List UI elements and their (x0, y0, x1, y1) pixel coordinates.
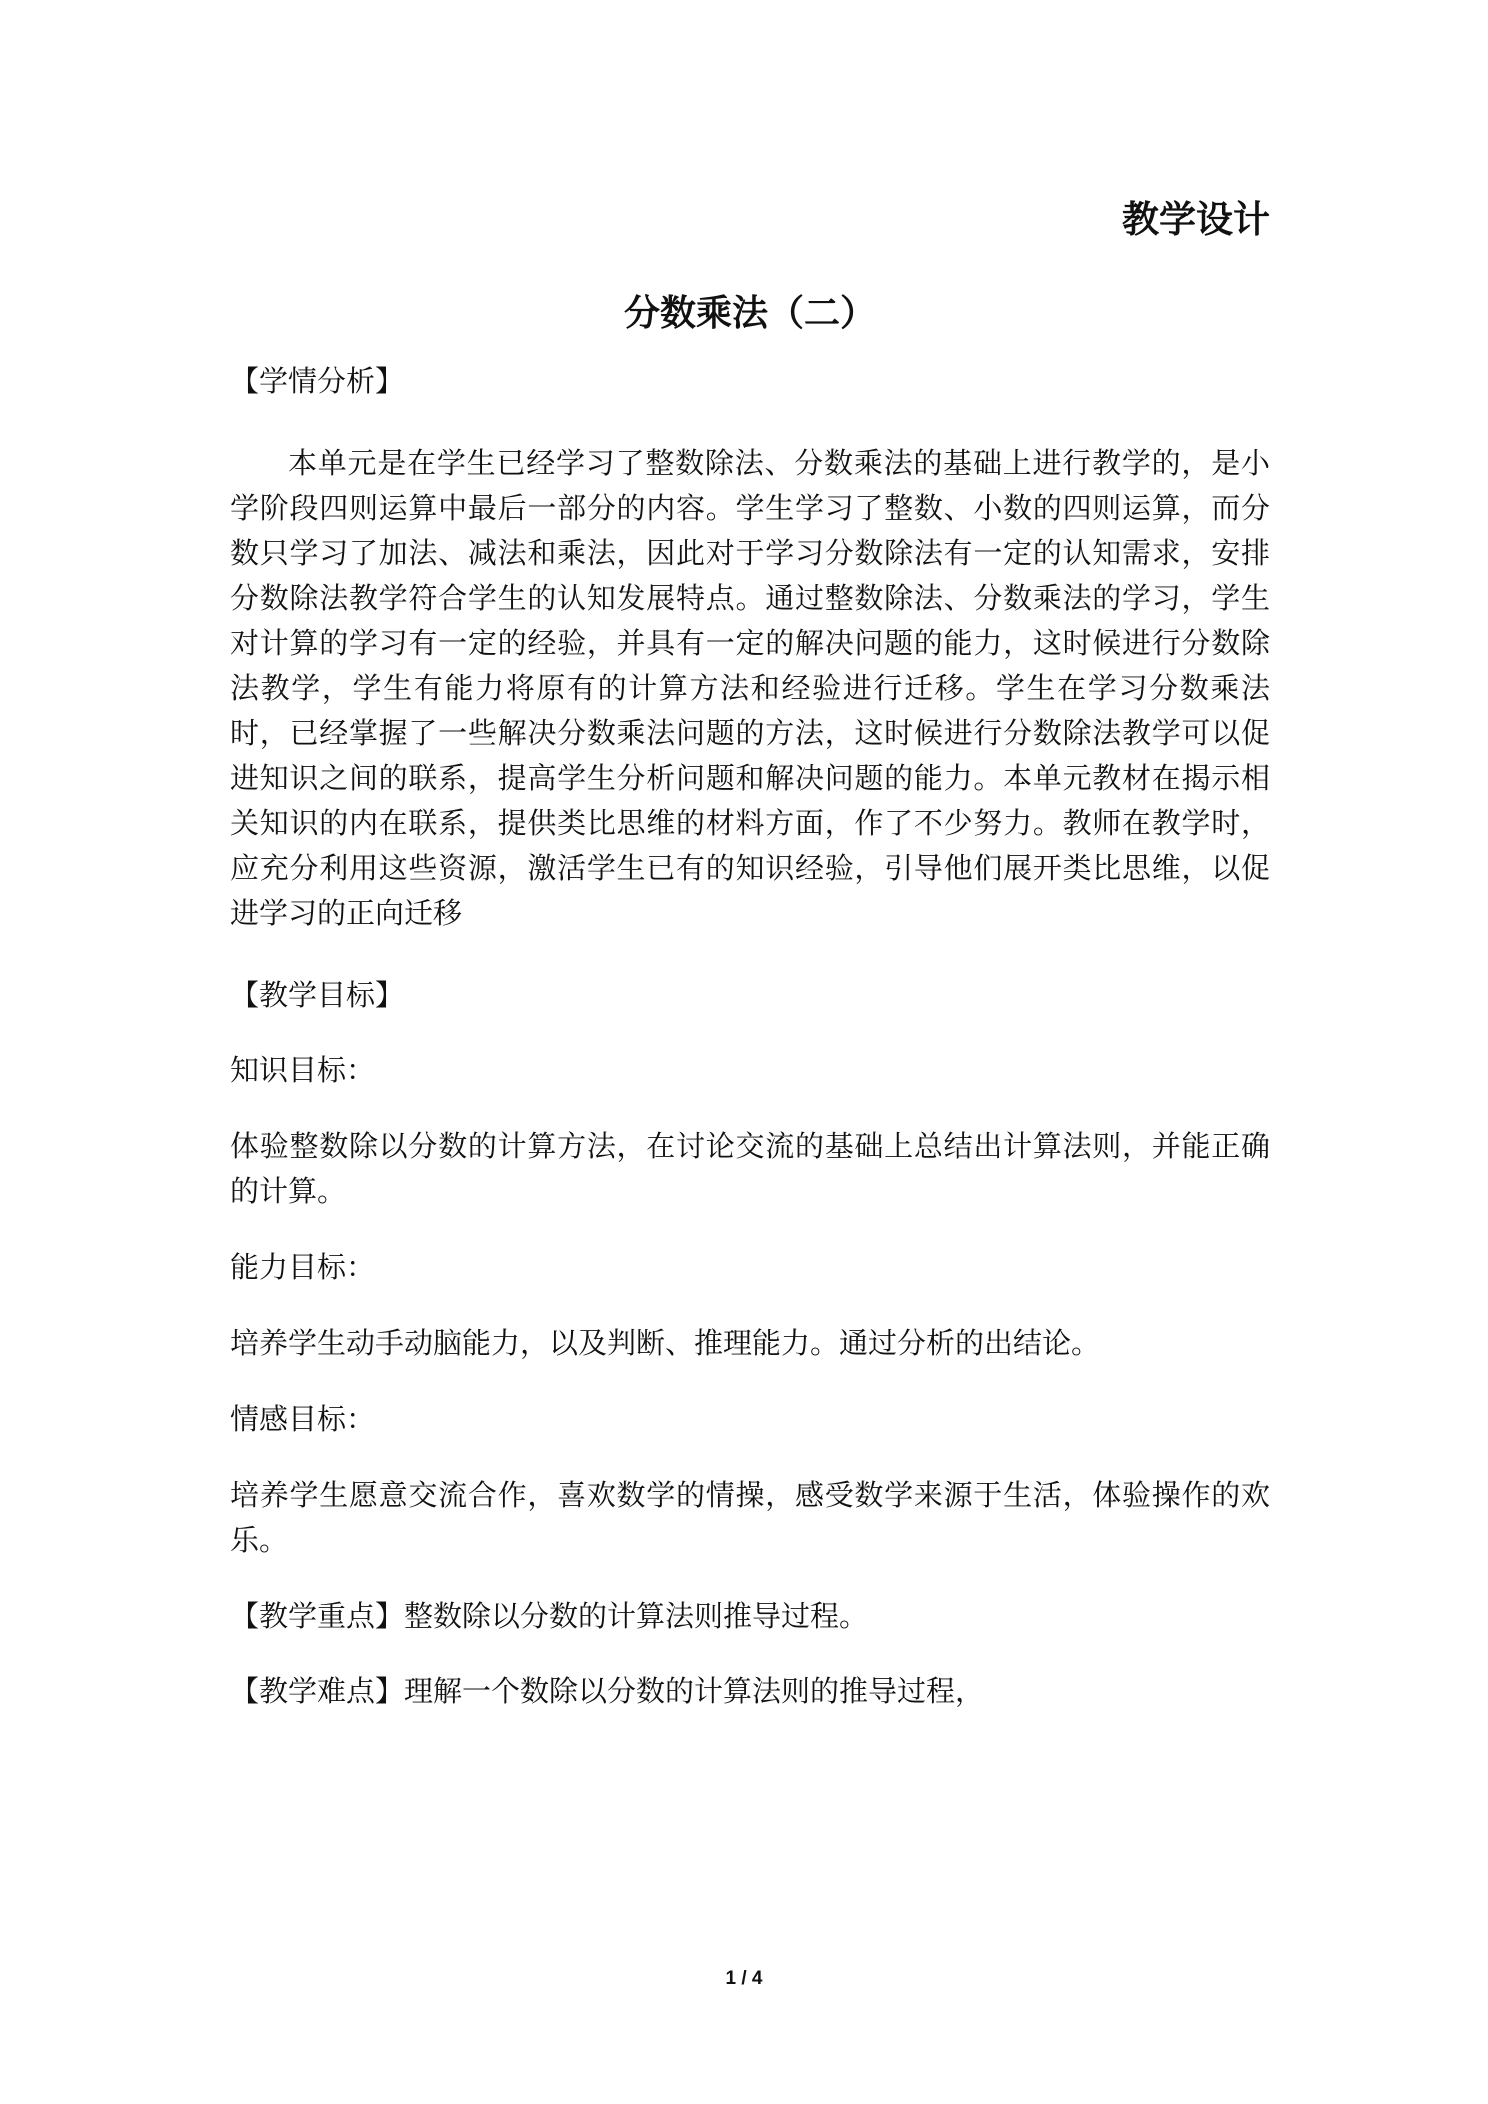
analysis-paragraph: 本单元是在学生已经学习了整数除法、分数乘法的基础上进行教学的，是小学阶段四则运算中最后一部分的内容。学生学习了整数、小数的四则运算，而分数只学习了加法、减法和乘法，因此对于学习分数除法有一定的认知需求，安排分数除法教学符合学生的认知发展特点。通过整数除法、分数乘法的学习，学生对计算的学习有一定的经验，并具有一定的解决问题的能力，这时候进行分数除法教学，学生有能力将原有的计算方法和经验进行迁移。学生在学习分数乘法时，已经掌握了一些解决分数乘法问题的方法，这时候进行分数除法教学可以促进知识之间的联系，提高学生分析问题和解决问题的能力。本单元教材在揭示相关知识的内在联系，提供类比思维的材料方面，作了不少努力。教师在教学时，应充分利用这些资源，激活学生已有的知识经验，引导他们展开类比思维，以促进学习的正向迁移 (230, 446, 1270, 930)
key-point-line (230, 1595, 1270, 1638)
emotion-goal-label: 情感目标： (230, 1402, 376, 1436)
analysis-heading: 【学情分析】 (230, 364, 405, 398)
difficulty-heading: 【教学难点】 (230, 1674, 405, 1708)
goals-heading: 【教学目标】 (230, 978, 405, 1012)
emotion-goal-text: 培养学生愿意交流合作，喜欢数学的情操，感受数学来源于生活，体验操作的欢乐。 (230, 1478, 1270, 1557)
knowledge-goal-text: 体验整数除以分数的计算方法，在讨论交流的基础上总结出计算法则，并能正确的计算。 (230, 1129, 1270, 1208)
difficulty-line (230, 1670, 1270, 1713)
key-point-heading: 【教学重点】 (230, 1599, 405, 1633)
key-point-text: 整数除以分数的计算法则推导过程。 (404, 1599, 869, 1633)
knowledge-goal-label: 知识目标： (230, 1053, 376, 1087)
page-number: 1 / 4 (725, 1968, 763, 1989)
ability-goal-label: 能力目标： (230, 1250, 376, 1284)
document-title: 分数乘法（二） (623, 293, 876, 334)
document-type: 教学设计 (1122, 198, 1270, 241)
ability-goal-text: 培养学生动手动脑能力，以及判断、推理能力。通过分析的出结论。 (230, 1326, 1101, 1360)
difficulty-text: 理解一个数除以分数的计算法则的推导过程， (404, 1674, 985, 1708)
page-content (230, 190, 1270, 1713)
